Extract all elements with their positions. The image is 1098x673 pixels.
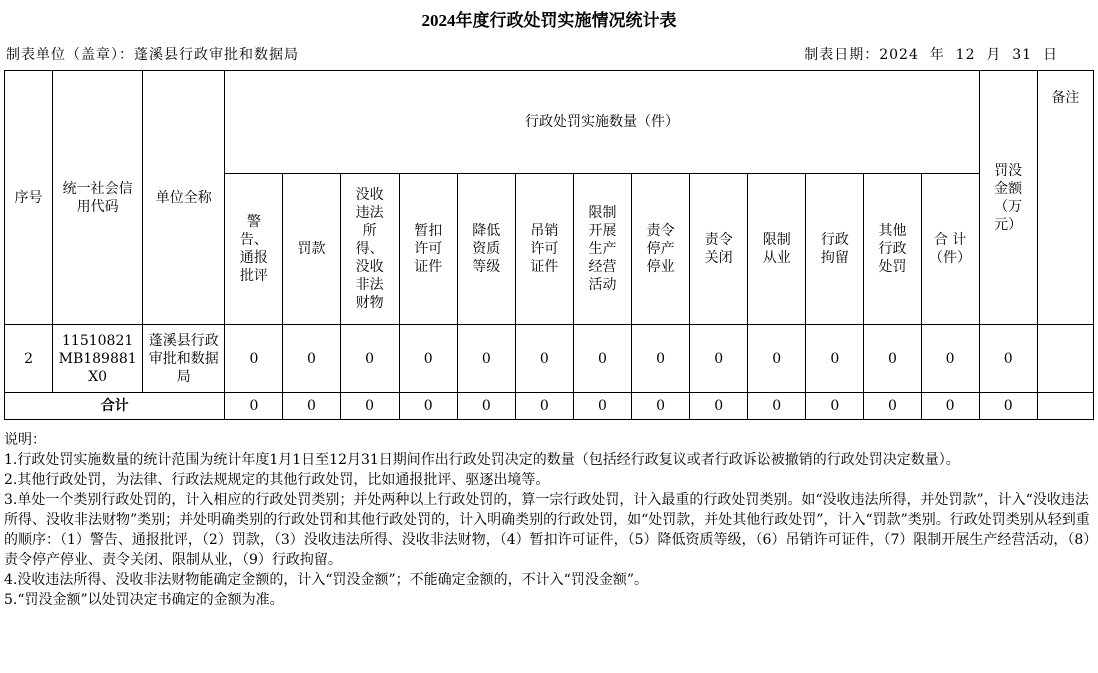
total-value: 0 — [632, 393, 690, 420]
header-warning: 警告、通报批评 — [225, 174, 283, 325]
row-value: 0 — [632, 325, 690, 393]
row-value: 0 — [283, 325, 340, 393]
date-label: 制表日期：2024 年 12 月 31 日 — [804, 47, 1058, 63]
header-other: 其他行政处罚 — [864, 174, 921, 325]
row-seq: 2 — [5, 325, 53, 393]
header-unit-name: 单位全称 — [143, 71, 225, 325]
row-value: 0 — [806, 325, 864, 393]
total-value: 0 — [283, 393, 340, 420]
row-value: 0 — [979, 325, 1037, 393]
header-close: 责令关闭 — [690, 174, 748, 325]
total-value: 0 — [979, 393, 1037, 420]
header-remark: 备注 — [1037, 71, 1093, 325]
header-confiscate: 没收违法所得、没收非法财物 — [340, 174, 399, 325]
row-value: 0 — [340, 325, 399, 393]
row-value: 0 — [399, 325, 457, 393]
header-detain: 行政拘留 — [806, 174, 864, 325]
note-item: 4.没收违法所得、没收非法财物能确定金额的，计入“罚没金额”；不能确定金额的，不计入“罚没金额”。 — [4, 572, 648, 588]
header-limit: 限制从业 — [748, 174, 806, 325]
note-item: 1.行政处罚实施数量的统计范围为统计年度1月1日至12月31日期间作出行政处罚决定的数量（包括经行政复议或者行政诉讼被撤销的行政处罚决定数量）。 — [4, 452, 960, 468]
total-value: 0 — [225, 393, 283, 420]
total-row — [5, 393, 1094, 420]
header-penalty-group: 行政处罚实施数量（件） — [225, 71, 979, 174]
total-remark — [1037, 393, 1093, 420]
row-value: 0 — [515, 325, 573, 393]
header-seq: 序号 — [5, 71, 53, 325]
note-item: 3.单处一个类别行政处罚的，计入相应的行政处罚类别；并处两种以上行政处罚的，算一宗行政处罚，计入最重的行政处罚类别。如“没收违法所得，并处罚款”，计入“没收违法所得、没收非法财物”类别；并处明确类别的行政处罚和其他行政处罚的，计入明确类别的行政处罚，如“处罚款，并处其他行政处罚”，计入“罚款”类别。行政处罚类别从轻到重的顺序：（1）警告、通报批评，（2）罚款，（3）没收违法所得、没收非法财物，（4）暂扣许可证件，（5）降低资质等级，（6）吊销许可证件，（7）限制开展生产经营活动，（8）责令停产停业、责令关闭、限制从业，（9）行政拘留。 — [4, 492, 1091, 568]
header-total: 合 计（件） — [921, 174, 979, 325]
total-value: 0 — [573, 393, 631, 420]
total-label: 合计 — [5, 393, 225, 420]
header-credit-code: 统一社会信用代码 — [53, 71, 143, 325]
total-value: 0 — [340, 393, 399, 420]
row-value: 0 — [457, 325, 515, 393]
header-fine: 罚款 — [283, 174, 340, 325]
total-value: 0 — [399, 393, 457, 420]
row-credit-code: 11510821MB189881X0 — [53, 325, 143, 393]
row-value: 0 — [921, 325, 979, 393]
unit-label: 制表单位（盖章）：蓬溪县行政审批和数据局 — [6, 47, 299, 63]
total-value: 0 — [806, 393, 864, 420]
row-value: 0 — [573, 325, 631, 393]
header-restrict: 限制开展生产经营活动 — [573, 174, 631, 325]
total-value: 0 — [457, 393, 515, 420]
header-downgrade: 降低资质等级 — [457, 174, 515, 325]
header-suspend: 暂扣许可证件 — [399, 174, 457, 325]
header-revoke: 吊销许可证件 — [515, 174, 573, 325]
notes-heading: 说明： — [4, 432, 46, 448]
total-value: 0 — [921, 393, 979, 420]
note-item: 5.“罚没金额”以处罚决定书确定的金额为准。 — [4, 592, 284, 608]
table-row — [5, 325, 1094, 393]
notes-section — [4, 430, 1094, 610]
row-value: 0 — [690, 325, 748, 393]
row-value: 0 — [748, 325, 806, 393]
row-value: 0 — [225, 325, 283, 393]
header-stop: 责令停产停业 — [632, 174, 690, 325]
total-value: 0 — [748, 393, 806, 420]
total-value: 0 — [690, 393, 748, 420]
total-value: 0 — [515, 393, 573, 420]
row-unit-name: 蓬溪县行政审批和数据局 — [143, 325, 225, 393]
statistics-table — [4, 70, 1094, 420]
row-value: 0 — [864, 325, 921, 393]
row-remark — [1037, 325, 1093, 393]
note-item: 2.其他行政处罚，为法律、行政法规规定的其他行政处罚，比如通报批评、驱逐出境等。 — [4, 472, 550, 488]
header-amount: 罚没金额（万元） — [979, 71, 1037, 325]
page-title: 2024年度行政处罚实施情况统计表 — [421, 11, 677, 30]
total-value: 0 — [864, 393, 921, 420]
